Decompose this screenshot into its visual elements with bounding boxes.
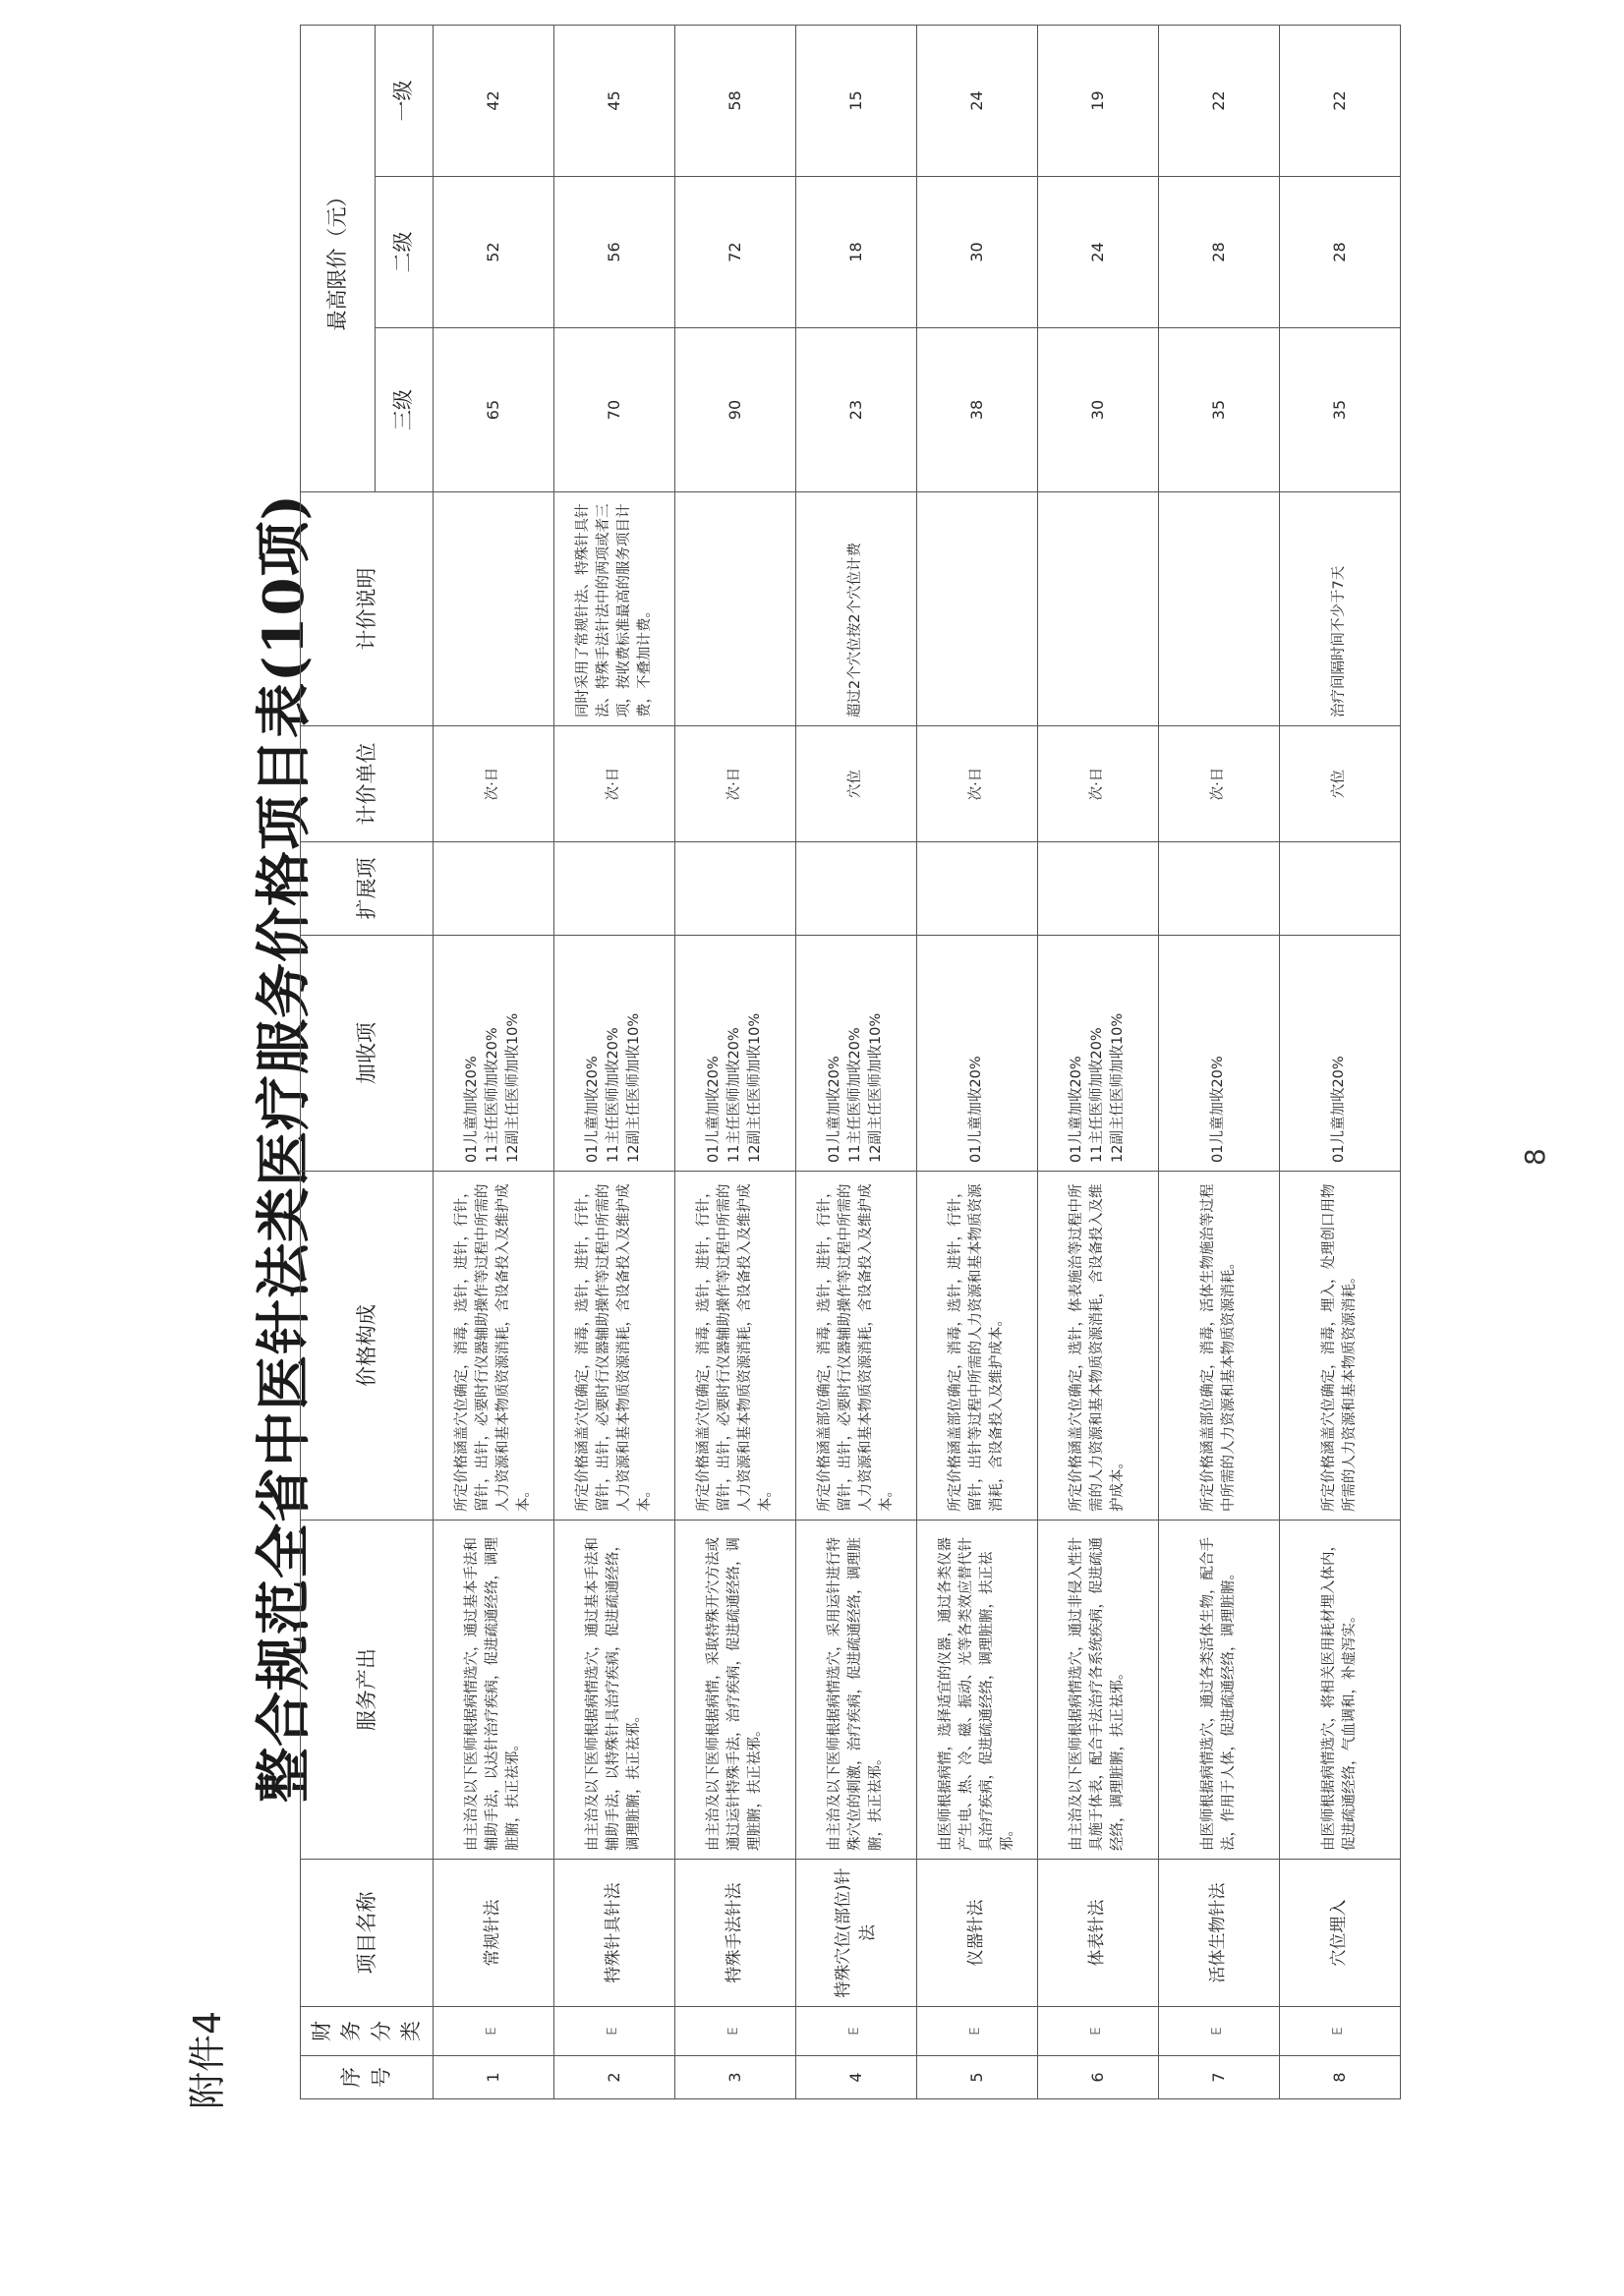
cell-seq: 3 <box>674 2056 795 2099</box>
cell-output: 由医师根据病情，选择适宜的仪器，通过各类仪器产生电、热、冷、磁、振动、光等各类效应替代针具治疗疾病，促进疏通经络，调理脏腑，扶正祛邪。 <box>916 1521 1037 1860</box>
cell-price-level3: 35 <box>1279 328 1400 492</box>
cell-seq: 4 <box>795 2056 916 2099</box>
cell-price-level2: 24 <box>1037 177 1158 328</box>
cell-price-level3: 90 <box>674 328 795 492</box>
cell-price-level2: 28 <box>1279 177 1400 328</box>
cell-price-level2: 56 <box>553 177 674 328</box>
cell-surcharge: 01儿童加收20% 11主任医师加收20% 12副主任医师加收10% <box>433 936 553 1172</box>
cell-price-level2: 18 <box>795 177 916 328</box>
cell-surcharge: 01儿童加收20% 11主任医师加收20% 12副主任医师加收10% <box>553 936 674 1172</box>
header-composition: 价格构成 <box>301 1172 434 1521</box>
cell-price-level1: 22 <box>1279 25 1400 176</box>
cell-name: 体表针法 <box>1037 1860 1158 2007</box>
header-surcharge: 加收项 <box>301 936 434 1172</box>
cell-output: 由主治及以下医师根据病情选穴，采用运针进行特殊穴位的刺激，治疗疾病，促进疏通经络，调理脏腑，扶正祛邪。 <box>795 1521 916 1860</box>
cell-unit: 次·日 <box>674 726 795 842</box>
cell-price-level3: 30 <box>1037 328 1158 492</box>
cell-composition: 所定价格涵盖部位确定，消毒，活体生物施治等过程中所需的人力资源和基本物质资源消耗。 <box>1158 1172 1279 1521</box>
cell-extension <box>916 842 1037 936</box>
header-extension: 扩展项 <box>301 842 434 936</box>
cell-surcharge: 01儿童加收20% 11主任医师加收20% 12副主任医师加收10% <box>1037 936 1158 1172</box>
cell-output: 由主治及以下医师根据病情选穴，通过非侵入性针具施于体表，配合手法治疗各系统疾病，促进疏通经络，调理脏腑，扶正祛邪。 <box>1037 1521 1158 1860</box>
cell-output: 由医师根据病情选穴，通过各类活体生物，配合手法，作用于人体，促进疏通经络，调理脏腑。 <box>1158 1521 1279 1860</box>
cell-surcharge: 01儿童加收20% <box>916 936 1037 1172</box>
cell-composition: 所定价格涵盖穴位确定，消毒，埋入，处理创口用物所需的人力资源和基本物质资源消耗。 <box>1279 1172 1400 1521</box>
cell-name: 活体生物针法 <box>1158 1860 1279 2007</box>
cell-surcharge: 01儿童加收20% <box>1279 936 1400 1172</box>
cell-note <box>916 492 1037 726</box>
cell-price-level1: 15 <box>795 25 916 176</box>
cell-price-level2: 72 <box>674 177 795 328</box>
cell-seq: 7 <box>1158 2056 1279 2099</box>
table-row <box>1037 25 1158 2098</box>
cell-category: E <box>1037 2007 1158 2056</box>
cell-price-level1: 24 <box>916 25 1037 176</box>
cell-price-level2: 28 <box>1158 177 1279 328</box>
page-title: 整合规范全省中医针法类医疗服务价格项目表(10项) <box>252 493 317 1803</box>
cell-extension <box>1279 842 1400 936</box>
cell-surcharge: 01儿童加收20% 11主任医师加收20% 12副主任医师加收10% <box>795 936 916 1172</box>
table-row <box>795 25 916 2098</box>
table-row <box>1158 25 1279 2098</box>
cell-category: E <box>795 2007 916 2056</box>
cell-composition: 所定价格涵盖部位确定，消毒，选针，进针，行针，留针，出针，必要时行仪器辅助操作等过程中所需的人力资源和基本物质资源消耗，含设备投入及维护成本。 <box>795 1172 916 1521</box>
header-max-price: 最高限价（元） <box>301 25 376 491</box>
cell-seq: 5 <box>916 2056 1037 2099</box>
cell-unit: 次·日 <box>916 726 1037 842</box>
cell-name: 特殊针具针法 <box>553 1860 674 2007</box>
table-row <box>916 25 1037 2098</box>
cell-surcharge: 01儿童加收20% <box>1158 936 1279 1172</box>
header-output: 服务产出 <box>301 1521 434 1860</box>
cell-note <box>674 492 795 726</box>
cell-name: 特殊手法针法 <box>674 1860 795 2007</box>
cell-category: E <box>1279 2007 1400 2056</box>
header-level1: 一级 <box>375 25 433 176</box>
cell-output: 由主治及以下医师根据病情选穴，通过基本手法和辅助手法，以特殊针具治疗疾病，促进疏通经络，调理脏腑，扶正祛邪。 <box>553 1521 674 1860</box>
table-row <box>674 25 795 2098</box>
cell-note: 超过2个穴位按2个穴位计费 <box>795 492 916 726</box>
header-category: 财务分类 <box>301 2007 434 2056</box>
cell-note <box>1037 492 1158 726</box>
cell-composition: 所定价格涵盖穴位确定，消毒，选针，进针，行针，留针，出针，必要时行仪器辅助操作等过程中所需的人力资源和基本物质资源消耗，含设备投入及维护成本。 <box>553 1172 674 1521</box>
cell-unit: 穴位 <box>795 726 916 842</box>
cell-name: 穴位埋入 <box>1279 1860 1400 2007</box>
cell-price-level1: 19 <box>1037 25 1158 176</box>
cell-output: 由医师根据病情选穴，将相关医用耗材埋入体内，促进疏通经络，气血调和，补虚泻实。 <box>1279 1521 1400 1860</box>
table-row <box>433 25 553 2098</box>
header-unit: 计价单位 <box>301 726 434 842</box>
cell-composition: 所定价格涵盖穴位确定，选针，体表施治等过程中所需的人力资源和基本物质资源消耗，含设备投入及维护成本。 <box>1037 1172 1158 1521</box>
cell-note: 同时采用了常规针法、特殊针具针法、特殊手法针法中的两项或者三项，按收费标准最高的服务项目计费，不叠加计费。 <box>553 492 674 726</box>
table-body <box>433 25 1400 2098</box>
cell-price-level3: 23 <box>795 328 916 492</box>
cell-price-level1: 42 <box>433 25 553 176</box>
cell-extension <box>795 842 916 936</box>
header-name: 项目名称 <box>301 1860 434 2007</box>
cell-output: 由主治及以下医师根据病情，采取特殊开穴方法或通过运针特殊手法，治疗疾病，促进疏通经络，调理脏腑，扶正祛邪。 <box>674 1521 795 1860</box>
cell-category: E <box>1158 2007 1279 2056</box>
cell-unit: 次·日 <box>1158 726 1279 842</box>
cell-surcharge: 01儿童加收20% 11主任医师加收20% 12副主任医师加收10% <box>674 936 795 1172</box>
cell-unit: 次·日 <box>433 726 553 842</box>
cell-composition: 所定价格涵盖穴位确定，消毒，选针，进针，行针，留针，出针，必要时行仪器辅助操作等过程中所需的人力资源和基本物质资源消耗，含设备投入及维护成本。 <box>674 1172 795 1521</box>
cell-price-level3: 65 <box>433 328 553 492</box>
cell-name: 仪器针法 <box>916 1860 1037 2007</box>
header-seq: 序号 <box>301 2056 434 2099</box>
cell-price-level1: 58 <box>674 25 795 176</box>
cell-extension <box>1037 842 1158 936</box>
cell-composition: 所定价格涵盖部位确定，消毒，选针，进针，行针，留针，出针等过程中所需的人力资源和基本物质资源消耗，含设备投入及维护成本。 <box>916 1172 1037 1521</box>
cell-category: E <box>433 2007 553 2056</box>
cell-price-level3: 35 <box>1158 328 1279 492</box>
cell-composition: 所定价格涵盖穴位确定，消毒，选针，进针，行针，留针，出针，必要时行仪器辅助操作等过程中所需的人力资源和基本物质资源消耗，含设备投入及维护成本。 <box>433 1172 553 1521</box>
cell-price-level3: 70 <box>553 328 674 492</box>
table-row <box>553 25 674 2098</box>
header-level2: 二级 <box>375 177 433 328</box>
price-table <box>300 25 1401 2099</box>
cell-price-level3: 38 <box>916 328 1037 492</box>
cell-name: 常规针法 <box>433 1860 553 2007</box>
cell-output: 由主治及以下医师根据病情选穴，通过基本手法和辅助手法，以达针治疗疾病，促进疏通经络，调理脏腑，扶正祛邪。 <box>433 1521 553 1860</box>
cell-note: 治疗间隔时间不少于7天 <box>1279 492 1400 726</box>
cell-unit: 次·日 <box>1037 726 1158 842</box>
cell-extension <box>674 842 795 936</box>
cell-note <box>1158 492 1279 726</box>
cell-price-level1: 22 <box>1158 25 1279 176</box>
table-row <box>1279 25 1400 2098</box>
header-level3: 三级 <box>375 328 433 492</box>
cell-price-level1: 45 <box>553 25 674 176</box>
cell-price-level2: 52 <box>433 177 553 328</box>
cell-seq: 1 <box>433 2056 553 2099</box>
cell-extension <box>433 842 553 936</box>
cell-category: E <box>916 2007 1037 2056</box>
cell-seq: 2 <box>553 2056 674 2099</box>
cell-seq: 8 <box>1279 2056 1400 2099</box>
cell-category: E <box>674 2007 795 2056</box>
cell-unit: 次·日 <box>553 726 674 842</box>
cell-unit: 穴位 <box>1279 726 1400 842</box>
cell-extension <box>1158 842 1279 936</box>
cell-note <box>433 492 553 726</box>
cell-price-level2: 30 <box>916 177 1037 328</box>
cell-seq: 6 <box>1037 2056 1158 2099</box>
header-note: 计价说明 <box>301 492 434 726</box>
cell-name: 特殊穴位(部位)针法 <box>795 1860 916 2007</box>
cell-extension <box>553 842 674 936</box>
page-number: 8 <box>1519 1148 1551 1166</box>
cell-category: E <box>553 2007 674 2056</box>
attachment-label: 附件4 <box>186 2010 229 2109</box>
